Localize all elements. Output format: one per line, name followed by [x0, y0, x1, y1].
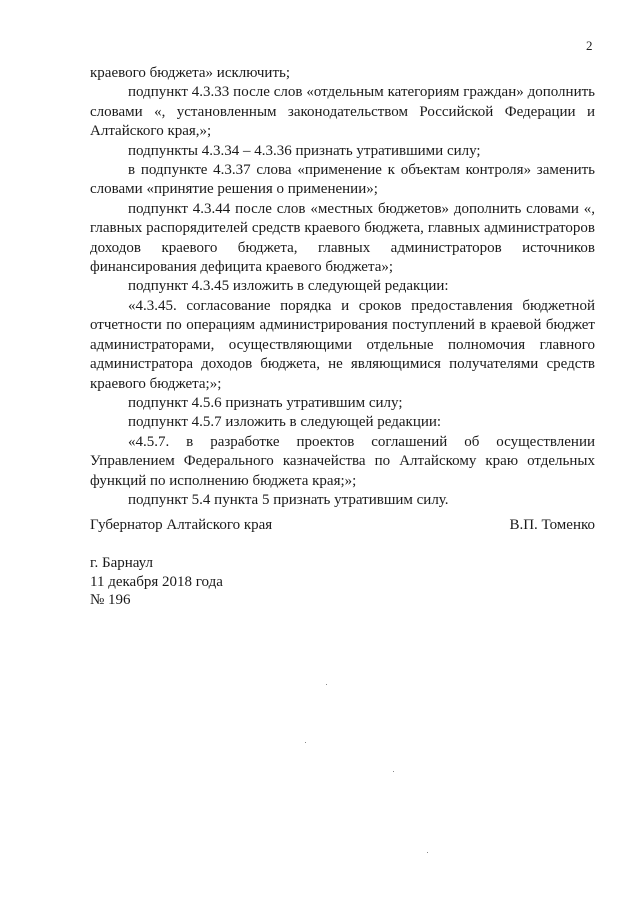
page-number: 2 — [586, 38, 593, 53]
paragraph: «4.5.7. в разработке проектов соглашений об осуществлении Управлением Федерального казначейства по Алтайскому краю отдельных функций по исполнению бюджета края;»; — [90, 433, 595, 489]
paragraph: в подпункте 4.3.37 слова «применение к объектам контроля» заменить словами «принятие решения о применении»; — [90, 162, 595, 198]
document-details — [90, 554, 223, 610]
paragraph: подпункты 4.3.34 – 4.3.36 признать утратившими силу; — [128, 142, 481, 159]
paragraph: подпункт 5.4 пункта 5 признать утратившим силу. — [128, 491, 449, 508]
signature-line — [90, 516, 595, 535]
paragraph: подпункт 4.3.44 после слов «местных бюджетов» дополнить словами «, главных распорядителей средств краевого бюджета, главных администраторов доходов краевого бюджета, главных администраторов источников финансирования дефицита краевого бюджета»; — [90, 200, 595, 276]
scan-speck — [427, 852, 428, 853]
paragraph: «4.3.45. согласование порядка и сроков предоставления бюджетной отчетности по операциям администрирования поступлений в краевой бюджет администраторами, осуществляющими отдельные полномочия главного администратора доходов бюджета, не являющимися получателями средств краевого бюджета;»; — [90, 297, 595, 392]
scan-speck — [326, 684, 327, 685]
paragraph: подпункт 4.5.7 изложить в следующей редакции: — [128, 414, 442, 431]
document-body — [90, 64, 595, 510]
document-date: 11 декабря 2018 года — [90, 573, 223, 590]
paragraph: подпункт 4.5.6 признать утратившим силу; — [128, 394, 403, 411]
signatory-position: Губернатор Алтайского края — [90, 517, 273, 533]
document-number: № 196 — [90, 592, 131, 608]
document-city: г. Барнаул — [90, 555, 153, 571]
paragraph: подпункт 4.3.45 изложить в следующей редакции: — [128, 278, 449, 295]
scan-speck — [305, 742, 306, 743]
paragraph: подпункт 4.3.33 после слов «отдельным категориям граждан» дополнить словами «, установленным законодательством Российской Федерации и Алтайского края,»; — [90, 84, 595, 140]
signatory-name: В.П. Томенко — [509, 517, 595, 533]
scan-speck — [393, 771, 394, 772]
paragraph: краевого бюджета» исключить; — [90, 65, 291, 81]
